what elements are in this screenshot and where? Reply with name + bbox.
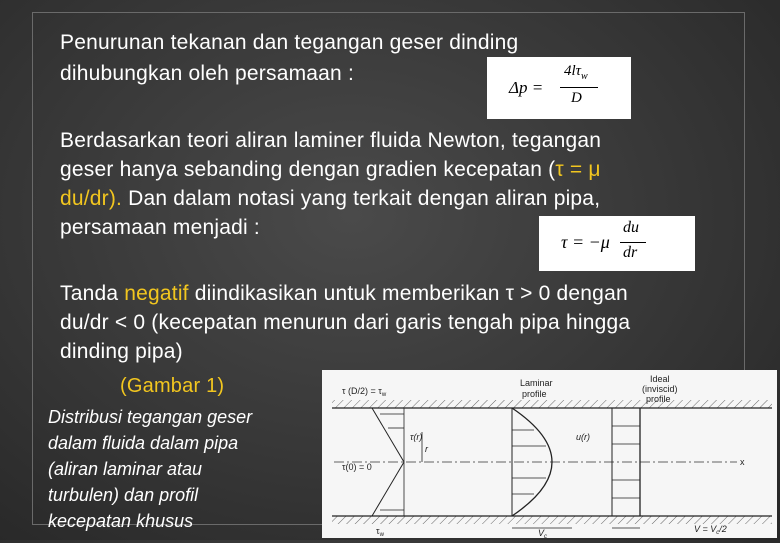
formula1-denominator: D bbox=[571, 90, 582, 106]
caption-line-2: dalam fluida dalam pipa bbox=[48, 433, 239, 453]
pipe-flow-diagram bbox=[322, 370, 777, 538]
formula1-fraction-bar bbox=[560, 87, 598, 88]
p2-line-2: geser hanya sebanding dengan gradien kecepatan (τ = μ bbox=[60, 158, 601, 181]
vc-label: $V_c$ bbox=[538, 528, 548, 538]
intro-line-1: Penurunan tekanan dan tegangan geser dinding bbox=[60, 31, 519, 54]
caption-line-4: turbulen) dan profil bbox=[48, 485, 199, 505]
formula2-numerator: du bbox=[623, 219, 639, 236]
tau-bottom-label: $\tau_w$ bbox=[376, 526, 384, 538]
x-axis-label: x bbox=[740, 457, 745, 467]
intro-line-2: dihubungkan oleh persamaan : bbox=[60, 62, 354, 85]
ideal-label-3: profile bbox=[646, 394, 671, 404]
caption-line-5: kecepatan khusus bbox=[48, 511, 194, 531]
p3-line-3: dinding pipa) bbox=[60, 340, 183, 363]
radius-label: r bbox=[425, 444, 428, 454]
pipe-wall-bottom bbox=[332, 516, 772, 524]
shear-relation-highlight: τ = μ bbox=[555, 158, 601, 181]
figure-reference: (Gambar 1) bbox=[120, 375, 225, 397]
formula1-lhs: Δp = bbox=[509, 78, 544, 97]
shear-stress-formula bbox=[539, 216, 695, 271]
tau-top-label: τ $(D/2) = \tau_w$ bbox=[342, 386, 387, 398]
p2-line-4: persamaan menjadi : bbox=[60, 216, 260, 239]
figure-caption bbox=[48, 404, 252, 534]
p2-line-3: du/dr). Dan dalam notasi yang terkait dengan aliran pipa, bbox=[60, 187, 601, 210]
ideal-label-1: Ideal bbox=[650, 374, 670, 384]
negatif-highlight: negatif bbox=[124, 282, 189, 305]
formula2-lhs: τ = −μ bbox=[561, 232, 610, 252]
pressure-drop-formula bbox=[487, 57, 631, 119]
laminar-label-2: profile bbox=[522, 389, 547, 399]
u-r-label: u(r) bbox=[576, 432, 590, 442]
pipe-flow-figure bbox=[322, 370, 777, 538]
formula2-fraction-bar bbox=[620, 242, 646, 243]
caption-line-3: (aliran laminar atau bbox=[48, 459, 203, 479]
shear-relation-highlight-2: du/dr). bbox=[60, 187, 123, 210]
shear-profile-lower bbox=[372, 462, 404, 516]
pipe-wall-top bbox=[332, 400, 772, 408]
p3-line-1: Tanda negatif diindikasikan untuk memberikan τ > 0 dengan bbox=[60, 282, 628, 305]
laminar-label-1: Laminar bbox=[520, 378, 553, 388]
tau-zero-label: τ(0) = 0 bbox=[342, 462, 372, 472]
p3-line-2: du/dr < 0 (kecepatan menurun dari garis tengah pipa hingga bbox=[60, 311, 631, 334]
tau-r-label: τ(r) bbox=[410, 432, 423, 442]
v-label: $V = V_c/2$ bbox=[694, 524, 727, 536]
formula1-numerator: $4l\tau_w$ bbox=[564, 63, 588, 82]
shear-profile-upper bbox=[372, 408, 404, 462]
formula2-denominator: dr bbox=[623, 244, 638, 261]
p2-line-1: Berdasarkan teori aliran laminer fluida Newton, tegangan bbox=[60, 129, 602, 152]
ideal-label-2: (inviscid) bbox=[642, 384, 678, 394]
caption-line-1: Distribusi tegangan geser bbox=[48, 407, 253, 427]
